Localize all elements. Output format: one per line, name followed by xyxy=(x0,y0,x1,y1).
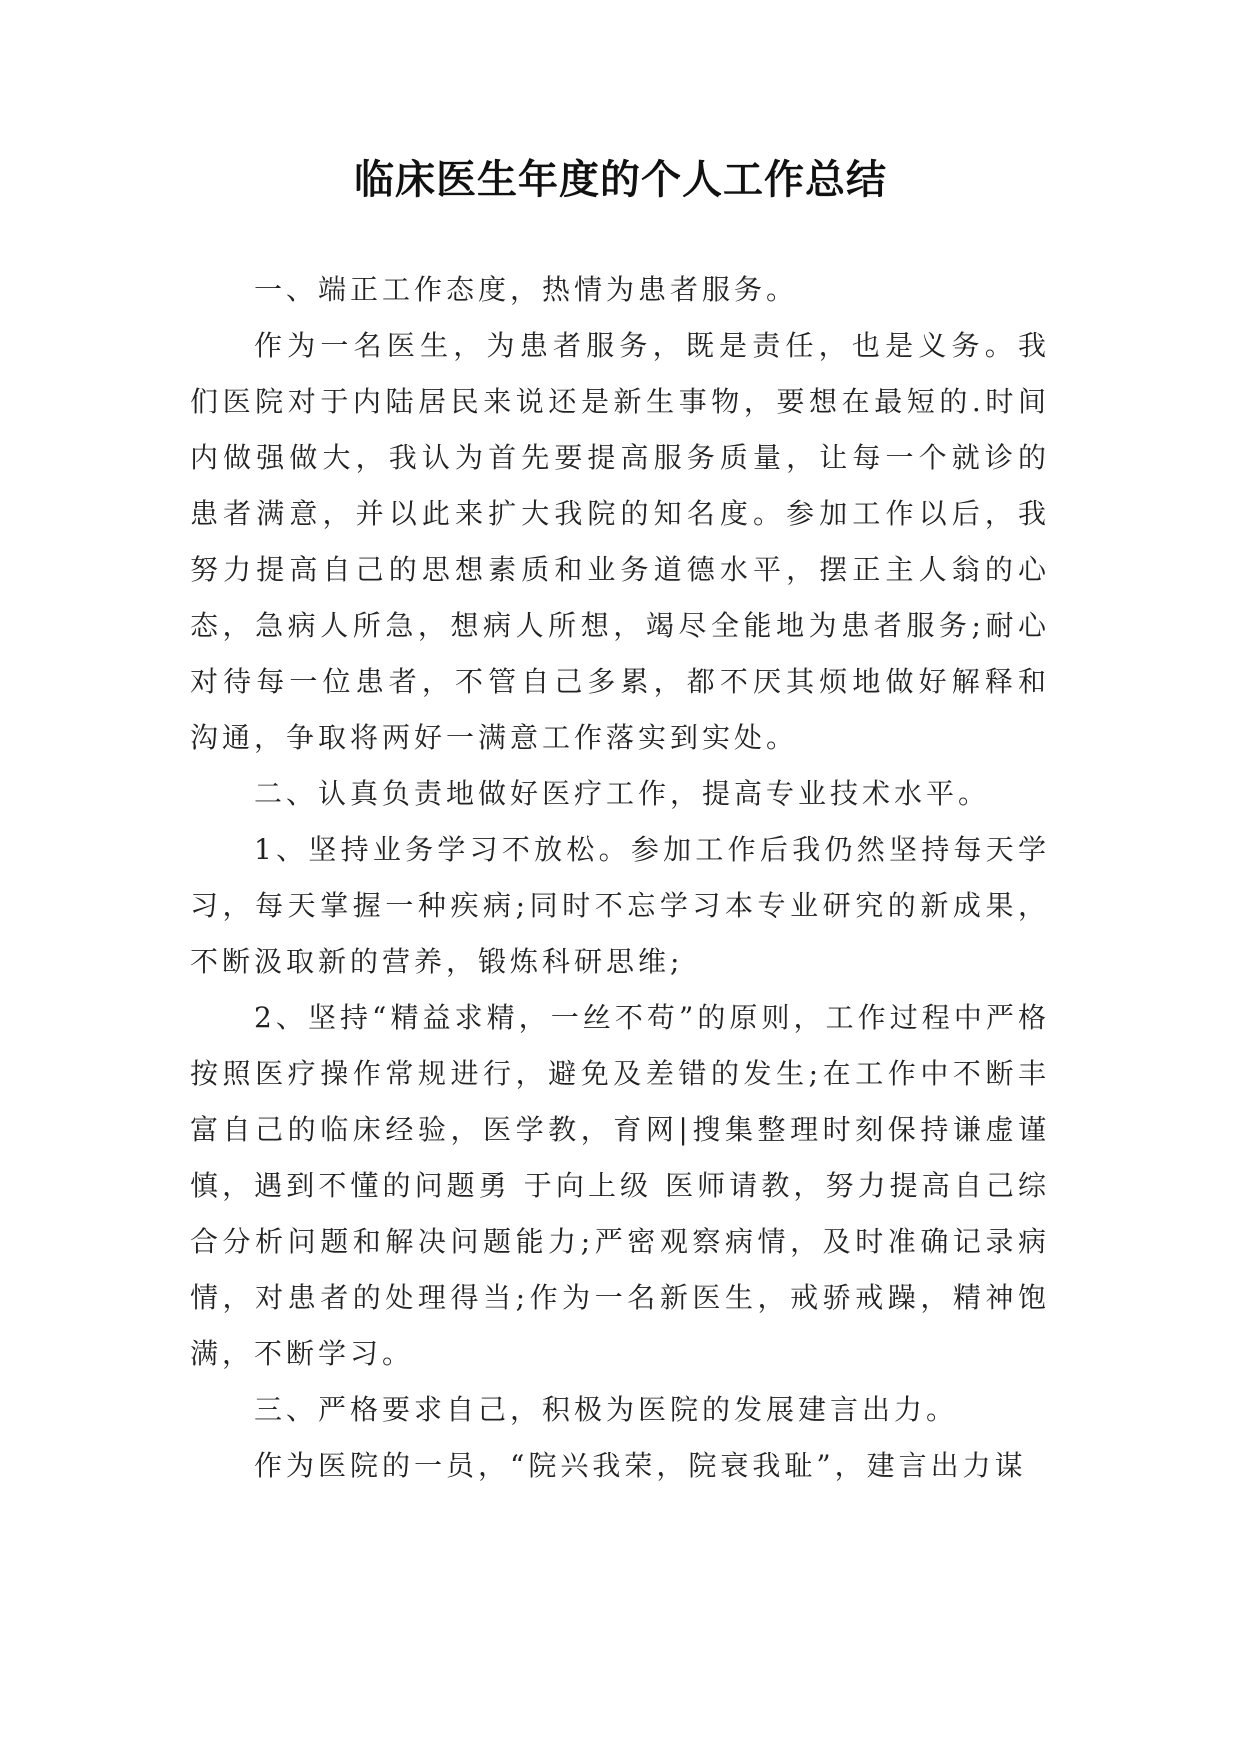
document-body xyxy=(190,262,1050,1494)
section-heading-1: 一、端正工作态度，热情为患者服务。 xyxy=(254,273,799,306)
page-title: 临床医生年度的个人工作总结 xyxy=(354,157,887,203)
body-paragraph: 作为一名医生，为患者服务，既是责任，也是义务。我们医院对于内陆居民来说还是新生事物，要想在最短的.时间内做强做大，我认为首先要提高服务质量，让每一个就诊的患者满意，并以此来扩大我院的知名度。参加工作以后，我努力提高自己的思想素质和业务道德水平，摆正主人翁的心态，急病人所急，想病人所想，竭尽全能地为患者服务;耐心对待每一位患者，不管自己多累，都不厌其烦地做好解释和沟通，争取将两好一满意工作落实到实处。 xyxy=(190,329,1050,754)
section-heading-2: 二、认真负责地做好医疗工作，提高专业技术水平。 xyxy=(254,777,991,810)
body-paragraph: 作为医院的一员，“院兴我荣，院衰我耻”，建言出力谋 xyxy=(254,1449,1027,1482)
body-paragraph: 1、坚持业务学习不放松。参加工作后我仍然坚持每天学习，每天掌握一种疾病;同时不忘学习本专业研究的新成果，不断汲取新的营养，锻炼科研思维; xyxy=(190,833,1050,978)
section-heading-3: 三、严格要求自己，积极为医院的发展建言出力。 xyxy=(254,1393,959,1426)
body-paragraph: 2、坚持“精益求精，一丝不苟”的原则，工作过程中严格按照医疗操作常规进行，避免及差错的发生;在工作中不断丰富自己的临床经验，医学教，育网|搜集整理时刻保持谦虚谨慎，遇到不懂的问题勇 于向上级 医师请教，努力提高自己综合分析问题和解决问题能力;严密观察病情，及时准确记录病情，对患者的处理得当;作为一名新医生，戒骄戒躁，精神饱满，不断学习。 xyxy=(190,1001,1050,1370)
